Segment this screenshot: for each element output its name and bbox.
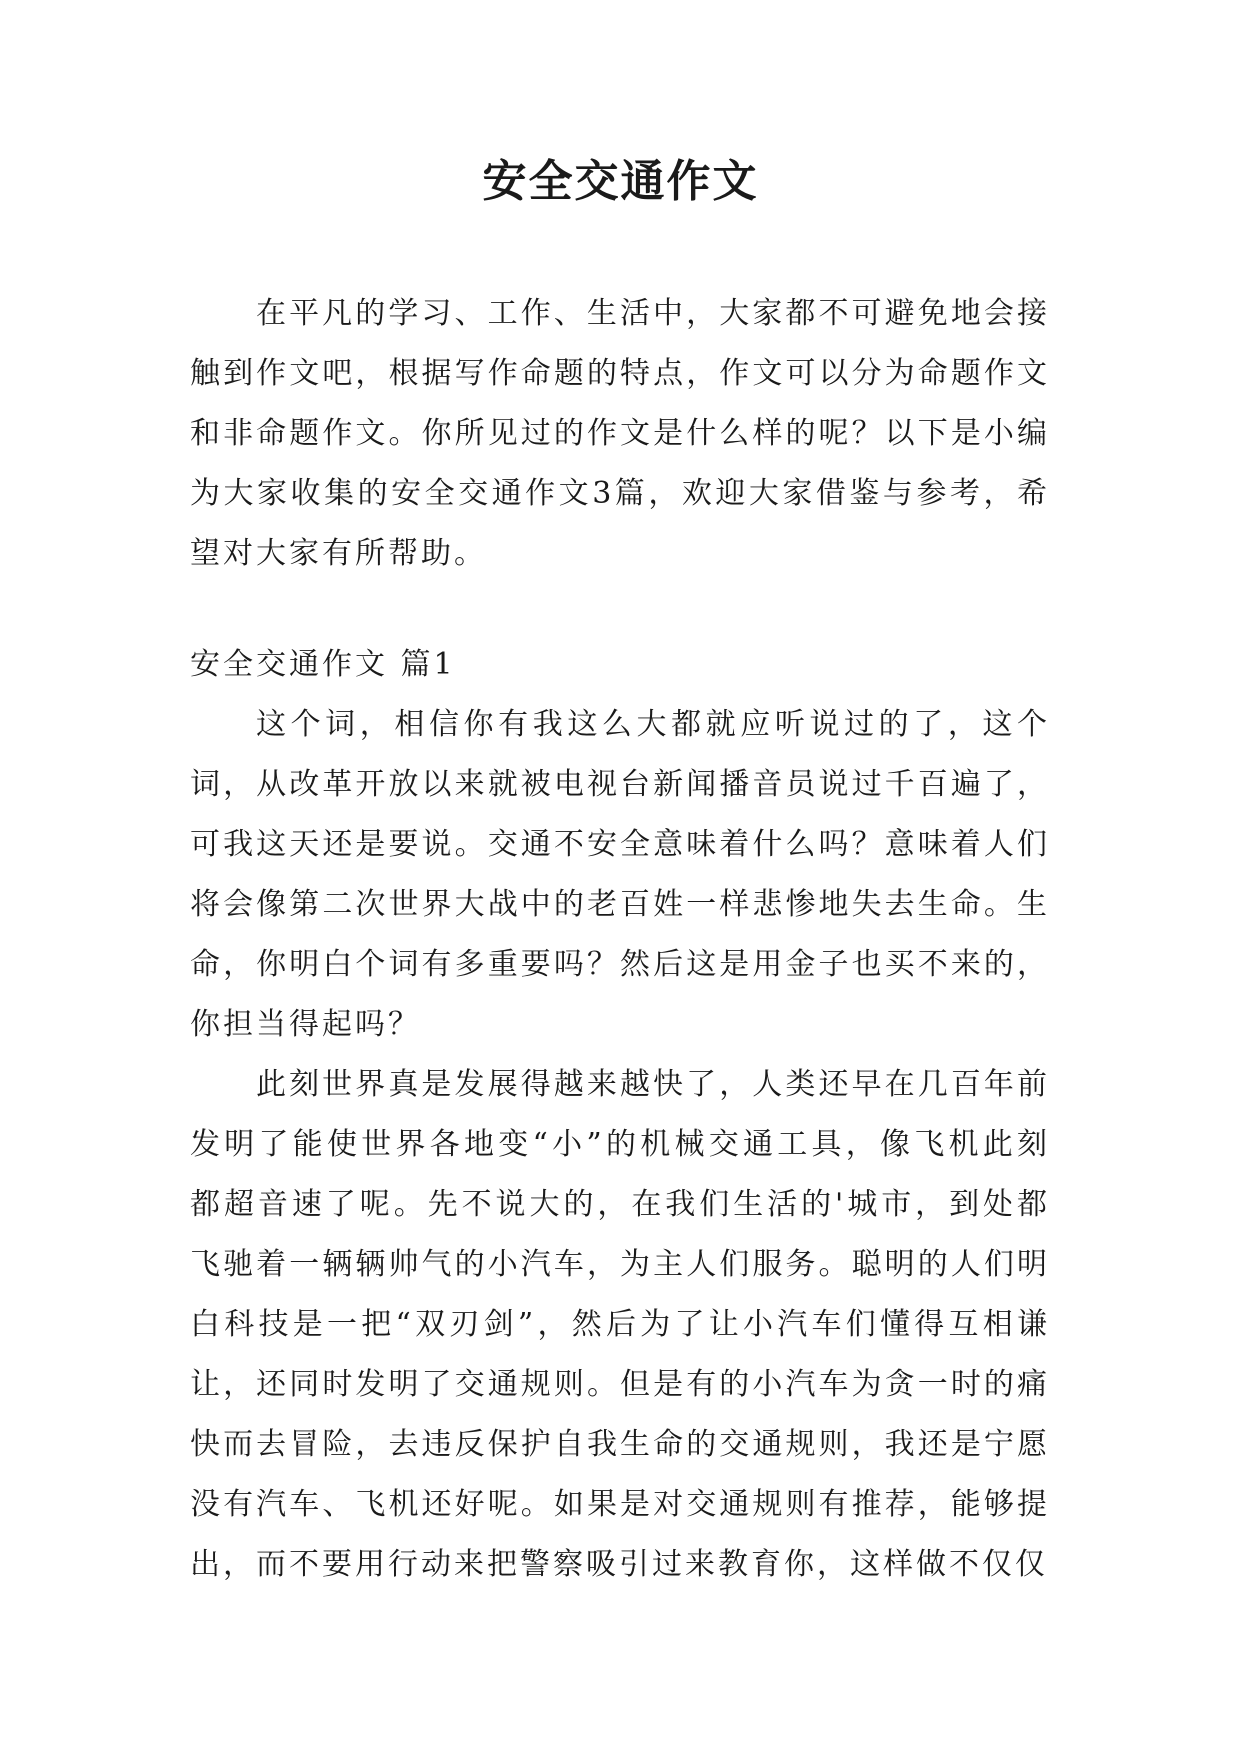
document-title: 安全交通作文 bbox=[482, 156, 759, 207]
intro-block bbox=[190, 284, 1050, 584]
section-heading: 安全交通作文 篇1 bbox=[190, 647, 456, 682]
body-paragraph: 这个词，相信你有我这么大都就应听说过的了，这个词，从改革开放以来就被电视台新闻播音员说过千百遍了，可我这天还是要说。交通不安全意味着什么吗？意味着人们将会像第二次世界大战中的老百姓一样悲惨地失去生命。生命，你明白个词有多重要吗？然后这是用金子也买不来的，你担当得起吗？ bbox=[190, 707, 1050, 1042]
section-body bbox=[190, 695, 1050, 1595]
intro-paragraph: 在平凡的学习、工作、生活中，大家都不可避免地会接触到作文吧，根据写作命题的特点，作文可以分为命题作文和非命题作文。你所见过的作文是什么样的呢？以下是小编为大家收集的安全交通作文3篇，欢迎大家借鉴与参考，希望对大家有所帮助。 bbox=[190, 296, 1050, 571]
body-paragraph: 此刻世界真是发展得越来越快了，人类还早在几百年前发明了能使世界各地变“小”的机械交通工具，像飞机此刻都超音速了呢。先不说大的，在我们生活的'城市，到处都飞驰着一辆辆帅气的小汽车，为主人们服务。聪明的人们明白科技是一把“双刃剑”，然后为了让小汽车们懂得互相谦让，还同时发明了交通规则。但是有的小汽车为贪一时的痛快而去冒险，去违反保护自我生命的交通规则，我还是宁愿没有汽车、飞机还好呢。如果是对交通规则有推荐，能够提出，而不要用行动来把警察吸引过来教育你，这样做不仅仅 bbox=[190, 1067, 1050, 1582]
